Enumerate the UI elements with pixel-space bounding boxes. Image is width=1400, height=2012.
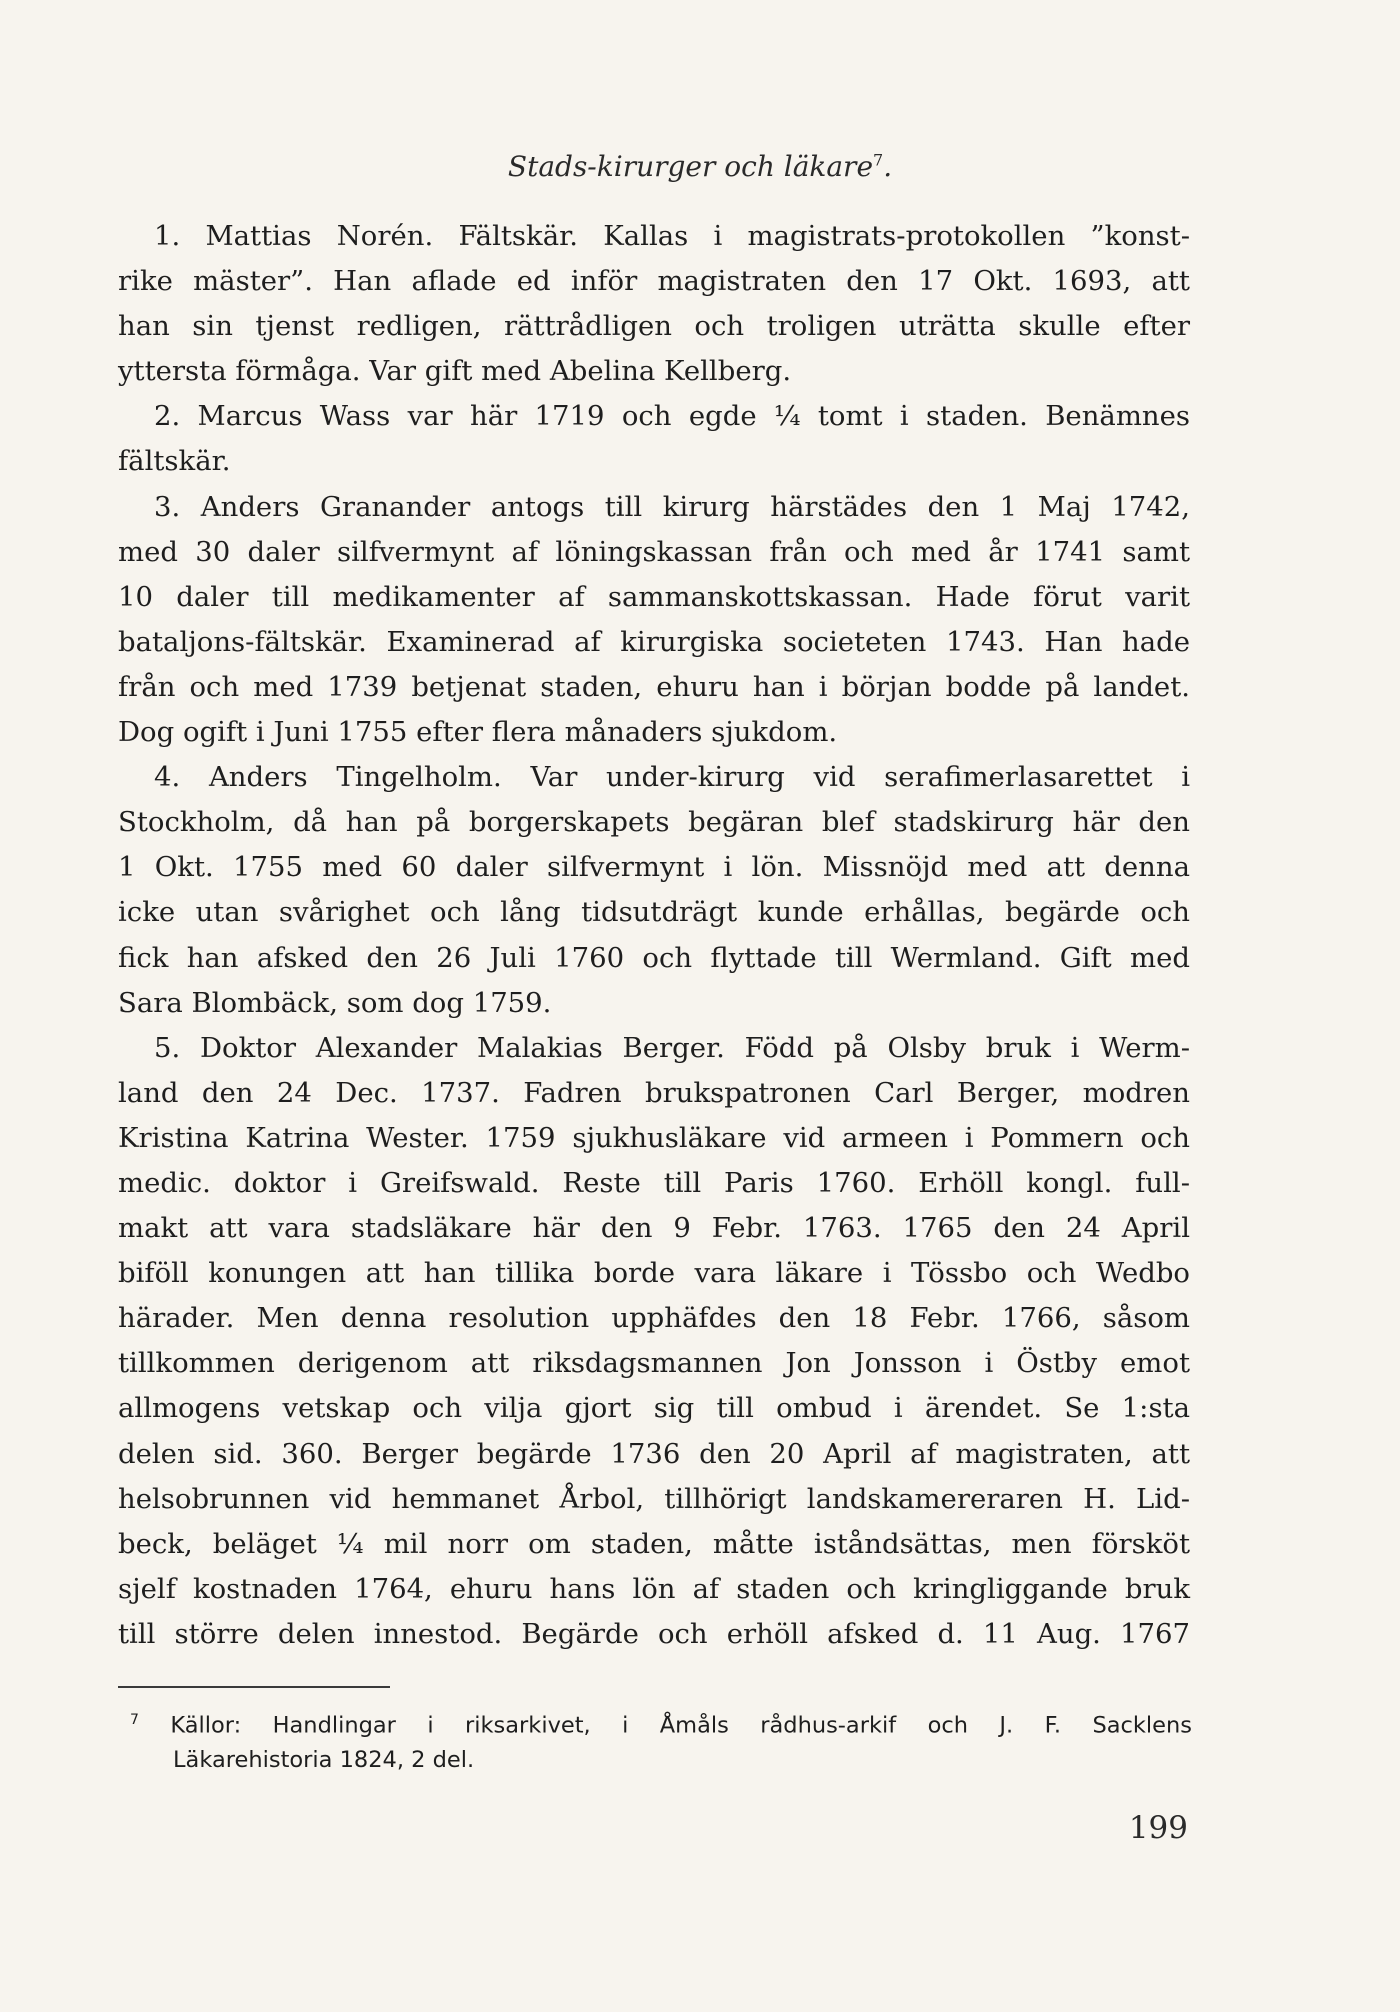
text-line: han sin tjenst redligen, rättrådligen och troligen uträtta skulle efter — [118, 310, 1190, 343]
text-line: beck, beläget ¼ mil norr om staden, måtte iståndsättas, men försköt — [118, 1527, 1190, 1560]
text-line: Sara Blombäck, som dog 1759. — [118, 986, 552, 1019]
footnote — [130, 1700, 1192, 1780]
text-line: 10 daler till medikamenter af sammanskottskassan. Hade förut varit — [118, 580, 1190, 613]
text-line: fältskär. — [118, 445, 231, 478]
text-line: delen sid. 360. Berger begärde 1736 den 20 April af magistraten, att — [118, 1437, 1190, 1470]
text-line: till större delen innestod. Begärde och erhöll afsked d. 11 Aug. 1767 — [118, 1617, 1190, 1650]
text-line: yttersta förmåga. Var gift med Abelina Kellberg. — [118, 355, 792, 388]
footnote-mark: 7 — [130, 1712, 139, 1728]
text-line: icke utan svårighet och lång tidsutdrägt kunde erhållas, begärde och — [118, 896, 1190, 929]
text-line: sjelf kostnaden 1764, ehuru hans lön af staden och kringliggande bruk — [118, 1572, 1190, 1605]
text-line: från och med 1739 betjenat staden, ehuru han i början bodde på landet. — [118, 670, 1190, 703]
text-line: medic. doktor i Greifswald. Reste till Paris 1760. Erhöll kongl. full- — [118, 1166, 1190, 1199]
text-line: fick han afsked den 26 Juli 1760 och flyttade till Wermland. Gift med — [118, 941, 1190, 974]
text-line: allmogens vetskap och vilja gjort sig till ombud i ärendet. Se 1:sta — [118, 1392, 1190, 1425]
body-text — [118, 214, 1190, 1657]
footnote-text: Källor: Handlingar i riksarkivet, i Åmåls rådhus-arkif och J. F. Sacklens — [170, 1712, 1193, 1739]
footnote-divider — [118, 1686, 390, 1688]
text-line: bataljons-fältskär. Examinerad af kirurgiska societeten 1743. Han hade — [118, 625, 1190, 658]
text-line: land den 24 Dec. 1737. Fadren brukspatronen Carl Berger, modren — [118, 1076, 1190, 1109]
text-line: tillkommen derigenom att riksdagsmannen Jon Jonsson i Östby emot — [118, 1347, 1190, 1380]
page-number: 199 — [1128, 1810, 1188, 1846]
text-line: Kristina Katrina Wester. 1759 sjukhusläkare vid armeen i Pommern och — [118, 1121, 1190, 1154]
footnote-line — [130, 1700, 1192, 1740]
text-line: Dog ogift i Juni 1755 efter flera månaders sjukdom. — [118, 716, 838, 749]
text-line: makt att vara stadsläkare här den 9 Febr. 1763. 1765 den 24 April — [118, 1212, 1190, 1245]
heading-period: . — [883, 150, 893, 183]
text-line: 1. Mattias Norén. Fältskär. Kallas i magistrats-protokollen ”konst- — [154, 220, 1190, 252]
text-line: 3. Anders Granander antogs till kirurg härstädes den 1 Maj 1742, — [154, 490, 1190, 523]
text-line: 1 Okt. 1755 med 60 daler silfvermynt i lön. Missnöjd med att denna — [118, 851, 1190, 884]
text-line: helsobrunnen vid hemmanet Årbol, tillhörigt landskamereraren H. Lid- — [118, 1482, 1190, 1515]
text-line: rike mäster”. Han aflade ed inför magistraten den 17 Okt. 1693, att — [118, 265, 1190, 298]
heading-text: Stads-kirurger och läkare — [507, 150, 874, 183]
text-line: med 30 daler silfvermynt af löningskassan från och med år 1741 samt — [118, 535, 1190, 568]
text-line: biföll konungen att han tillika borde vara läkare i Tössbo och Wedbo — [118, 1257, 1190, 1290]
section-heading — [0, 150, 1400, 183]
text-line: 5. Doktor Alexander Malakias Berger. Född på Olsby bruk i Werm- — [154, 1031, 1190, 1064]
text-line: Stockholm, då han på borgerskapets begäran blef stadskirurg här den — [118, 806, 1190, 839]
text-line: 2. Marcus Wass var här 1719 och egde ¼ tomt i staden. Benämnes — [154, 400, 1190, 433]
text-line: härader. Men denna resolution upphäfdes den 18 Febr. 1766, såsom — [118, 1302, 1190, 1335]
heading-footnote-mark: 7 — [873, 150, 884, 170]
footnote-line: Läkarehistoria 1824, 2 del. — [173, 1747, 475, 1773]
text-line: 4. Anders Tingelholm. Var under-kirurg vid serafimerlasarettet i — [154, 761, 1190, 794]
